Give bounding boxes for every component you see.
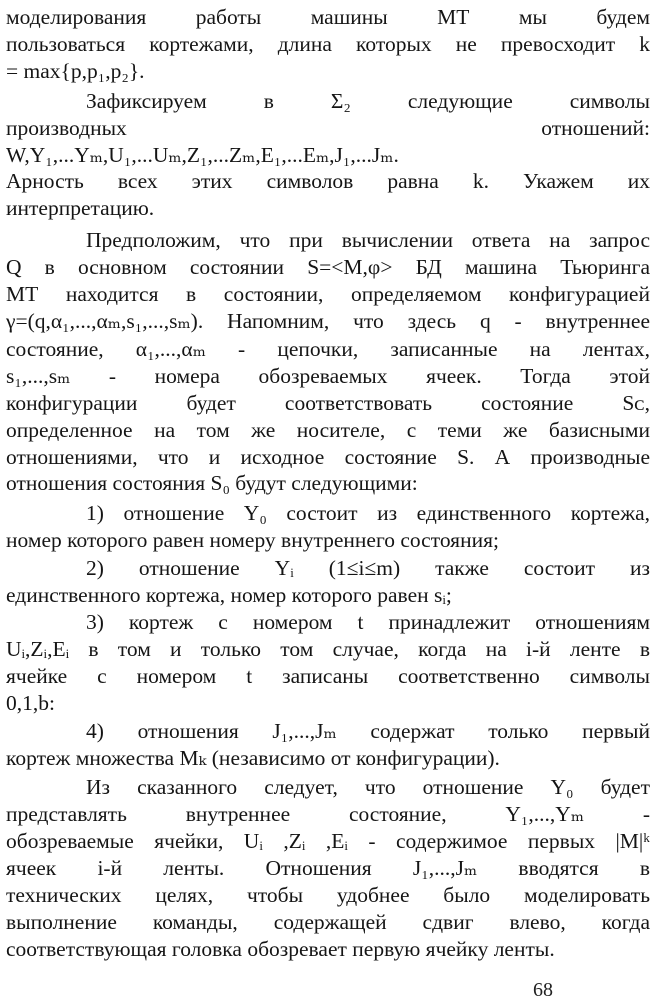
text-line: МТ находится в состоянии, определяемом конфигурацией (6, 282, 650, 306)
text-line: γ=(q,α₁,...,αₘ,s₁,...,sₘ). Напомним, что здесь q - внутреннее (6, 309, 650, 333)
text-line: Uᵢ,Zᵢ,Eᵢ в том и только том случае, когда на i-й ленте в (6, 637, 650, 661)
text-line: 1) отношение Y₀ состоит из единственного кортежа, (86, 501, 650, 525)
text-line: выполнение команды, содержащей сдвиг влево, когда (6, 910, 650, 934)
text-line: обозреваемые ячейки, Uᵢ ,Zᵢ ,Eᵢ - содержимое первых |M|ᵏ (6, 829, 650, 853)
text-line: 4) отношения J₁,...,Jₘ содержат только первый (86, 719, 650, 743)
text-line: = max{p,p₁,p₂}. (6, 59, 145, 83)
text-line: 0,1,b: (6, 691, 55, 715)
text-line: интерпретацию. (6, 196, 155, 220)
text-line: W,Y₁,...Yₘ,U₁,...Uₘ,Z₁,...Zₘ,E₁,...Eₘ,J₁,...Jₘ. (6, 143, 399, 167)
book-page (6, 0, 650, 1005)
text-line: 3) кортеж с номером t принадлежит отношениям (86, 610, 650, 634)
text-line: состояние, α₁,...,αₘ - цепочки, записанные на лентах, (6, 337, 650, 361)
text-line: ячейке с номером t записаны соответственно символы (6, 664, 650, 688)
text-line: кортеж множества Mₖ (независимо от конфигурации). (6, 746, 500, 770)
text-line: 2) отношение Yᵢ (1≤i≤m) также состоит из (86, 556, 650, 580)
text-line: пользоваться кортежами, длина которых не превосходит k (6, 32, 650, 56)
text-line: s₁,...,sₘ - номера обозреваемых ячеек. Тогда этой (6, 364, 650, 388)
text-line: единственного кортежа, номер которого равен sᵢ; (6, 583, 452, 607)
text-line: Q в основном состоянии S=<M,φ> БД машина Тьюринга (6, 255, 650, 279)
text-line: конфигурации будет соответствовать состояние Sᴄ, (6, 391, 650, 415)
text-line: отношениями, что и исходное состояние S. А производные (6, 445, 650, 469)
text-line: определенное на том же носителе, с теми же базисными (6, 418, 650, 442)
page-number: 68 (533, 979, 553, 1001)
text-line: Предположим, что при вычислении ответа на запрос (86, 228, 650, 252)
text-line: Из сказанного следует, что отношение Y₀ будет (86, 775, 650, 799)
text-line: технических целях, чтобы удобнее было моделировать (6, 883, 650, 907)
text-line: Арность всех этих символов равна k. Укажем их (6, 169, 650, 193)
text-line: Зафиксируем в Σ₂ следующие символы (86, 89, 650, 113)
text-line: ячеек i-й ленты. Отношения J₁,...,Jₘ вводятся в (6, 856, 650, 880)
text-line: представлять внутреннее состояние, Y₁,...,Yₘ - (6, 802, 650, 826)
text-line: моделирования работы машины МТ мы будем (6, 5, 650, 29)
text-line: производных отношений: (6, 116, 650, 140)
text-line: соответствующая головка обозревает первую ячейку ленты. (6, 937, 555, 961)
text-line: номер которого равен номеру внутреннего состояния; (6, 528, 499, 552)
text-line: отношения состояния S₀ будут следующими: (6, 471, 418, 495)
